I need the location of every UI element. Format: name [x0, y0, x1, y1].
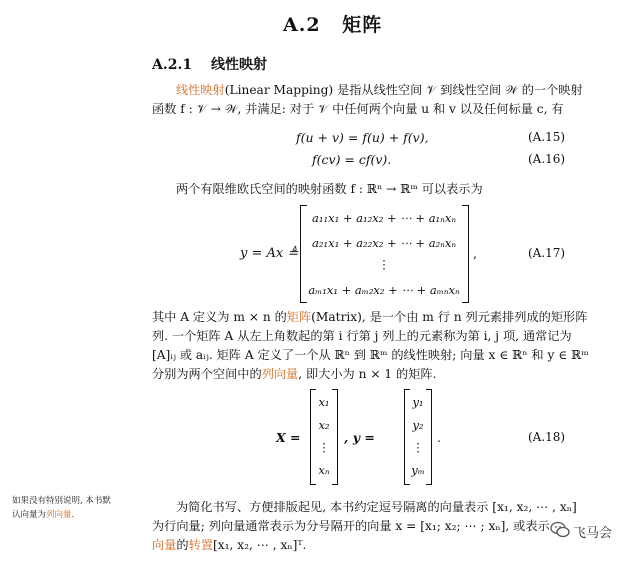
- section-heading: [283, 10, 382, 37]
- term-column-vector: 列向量: [261, 367, 299, 381]
- para3-line2: 列. 一个矩阵 A 从左上角数起的第 i 行第 j 列上的元素称为第 i, j 项, 通常记为: [152, 329, 572, 343]
- section-number: A.2: [283, 14, 321, 36]
- para4-line3-post: [x₁, x₂, ⋯ , xₙ]ᵀ.: [212, 538, 307, 552]
- equation-a16: f(cv) = cf(v).: [312, 152, 392, 167]
- equation-a18-period: .: [437, 430, 441, 445]
- margin-note-line1: 如果没有特别说明, 本书默: [12, 496, 111, 506]
- matrix-right-bracket: [462, 205, 469, 303]
- para3-line4-post: , 即大小为 n × 1 的矩阵.: [298, 367, 437, 381]
- x-entry-1: x₁: [318, 395, 330, 409]
- y-entry-m: yₘ: [411, 463, 425, 477]
- wechat-icon: [550, 521, 570, 539]
- equation-a18-y-lhs: , y =: [344, 430, 375, 445]
- watermark-text: 飞马会: [573, 526, 613, 541]
- para3-line4-pre: 分别为两个空间中的: [152, 367, 262, 381]
- para3-line4: [152, 366, 437, 382]
- margin-note-line2: [12, 509, 74, 521]
- subsection-heading: [152, 54, 267, 74]
- equation-label-a17: (A.17): [528, 246, 566, 260]
- para1-line2: 函数 f : 𝒱 → 𝒲, 并满足: 对于 𝒱 中任何两个向量 u 和 v 以及任何标量 c, 有: [152, 102, 564, 116]
- para1-line1: [176, 82, 583, 98]
- y-entry-vdots: ⋮: [412, 440, 424, 454]
- matrix-row-vdots: ⋮: [378, 257, 390, 271]
- term-transpose: 转置: [188, 538, 213, 552]
- margin-note-term: 列向量: [46, 510, 72, 520]
- equation-label-a18: (A.18): [528, 430, 566, 444]
- equation-label-a16: (A.16): [528, 152, 566, 166]
- y-entry-2: y₂: [412, 418, 424, 432]
- para3-line1-pre: 其中 A 定义为 m × n 的: [152, 310, 287, 324]
- term-linear-mapping: 线性映射: [176, 83, 225, 97]
- para1-line1-text: (Linear Mapping) 是指从线性空间 𝒱 到线性空间 𝒲 的一个映射: [224, 83, 583, 97]
- para4-line1: 为简化书写、方便排版起见, 本书约定逗号隔离的向量表示 [x₁, x₂, ⋯ , xₙ]: [176, 500, 577, 514]
- equation-label-a15: (A.15): [528, 130, 566, 144]
- para4-line2: 为行向量; 列向量通常表示为分号隔开的向量 x = [x₁; x₂; ⋯ ; xₙ], 或表示: [152, 519, 550, 533]
- equation-a18-x-lhs: X =: [276, 430, 301, 445]
- x-entry-vdots: ⋮: [318, 440, 330, 454]
- para4-line3-mid: 的: [176, 538, 189, 552]
- para4-line3: [152, 537, 306, 553]
- equation-a17-lhs: y = Ax ≜: [240, 246, 299, 261]
- matrix-row-m: aₘ₁x₁ + aₘ₂x₂ + ⋯ + aₘₙxₙ: [308, 283, 460, 297]
- equation-a17-comma: ,: [473, 246, 477, 261]
- matrix-left-bracket: [300, 205, 307, 303]
- term-matrix: 矩阵: [286, 310, 312, 324]
- subsection-number: A.2.1: [152, 57, 193, 73]
- margin-note-line2-post: .: [71, 510, 75, 520]
- x-entry-n: xₙ: [318, 463, 330, 477]
- para2: 两个有限维欧氏空间的映射函数 f : ℝⁿ → ℝᵐ 可以表示为: [176, 182, 483, 196]
- margin-note-line2-pre: 认向量为: [12, 510, 47, 520]
- para3-line3: [A]ᵢⱼ 或 aᵢⱼ. 矩阵 A 定义了一个从 ℝⁿ 到 ℝᵐ 的线性映射; 向量 x ∈ ℝⁿ 和 y ∈ ℝᵐ: [152, 348, 589, 362]
- equation-a15: f(u + v) = f(u) + f(v),: [296, 130, 429, 145]
- matrix-row-1: a₁₁x₁ + a₁₂x₂ + ⋯ + a₁ₙxₙ: [312, 211, 456, 225]
- matrix-row-2: a₂₁x₁ + a₂₂x₂ + ⋯ + a₂ₙxₙ: [312, 236, 456, 250]
- section-title: 矩阵: [342, 14, 383, 36]
- term-vector: 向量: [152, 538, 177, 552]
- x-entry-2: x₂: [318, 418, 330, 432]
- subsection-title: 线性映射: [210, 57, 267, 73]
- y-entry-1: y₁: [412, 395, 424, 409]
- para3-line1-post: (Matrix), 是一个由 m 行 n 列元素排列成的矩形阵: [311, 310, 588, 324]
- para3-line1: [152, 309, 587, 325]
